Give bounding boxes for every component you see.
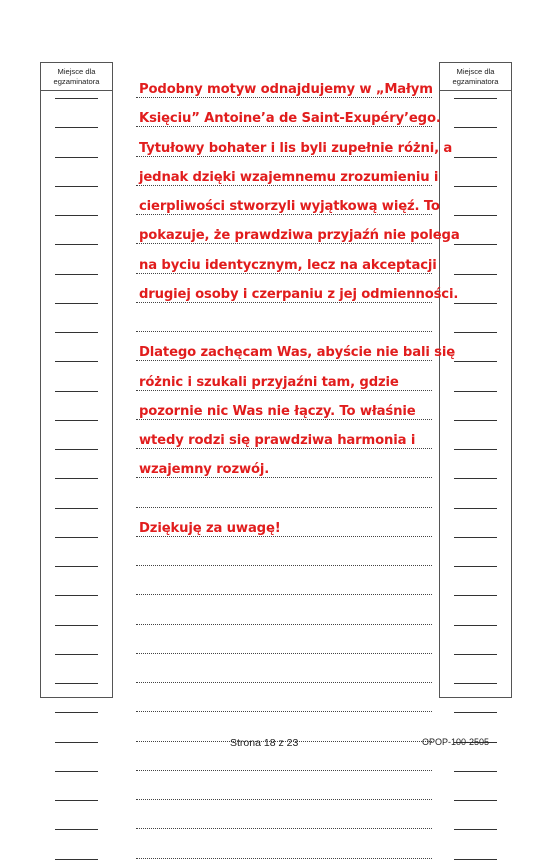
- answer-line[interactable]: [136, 828, 432, 829]
- answer-line-text: Dlatego zachęcam Was, abyście nie bali się: [139, 345, 455, 361]
- answer-line-text: wzajemny rozwój.: [139, 462, 270, 478]
- score-slot[interactable]: [454, 654, 497, 655]
- answer-line-text: Podobny motyw odnajdujemy w „Małym: [139, 82, 433, 97]
- score-slot[interactable]: [454, 829, 497, 830]
- score-slot[interactable]: [55, 127, 98, 128]
- exam-code: OPOP-100-2505: [422, 737, 490, 747]
- header-line-1: Miejsce dla: [456, 67, 495, 76]
- score-slot[interactable]: [454, 712, 497, 713]
- score-slot[interactable]: [454, 478, 497, 479]
- answer-line-text: jednak dzięki wzajemnemu zrozumieniu i: [139, 169, 439, 185]
- score-slot[interactable]: [55, 508, 98, 509]
- score-slot[interactable]: [55, 742, 98, 743]
- score-slot[interactable]: [55, 303, 98, 304]
- answer-line-text: pokazuje, że prawdziwa przyjaźń nie polega: [139, 228, 460, 244]
- score-slot[interactable]: [55, 859, 98, 860]
- score-slot[interactable]: [55, 771, 98, 772]
- score-slot[interactable]: [55, 244, 98, 245]
- score-slot[interactable]: [454, 800, 497, 801]
- header-line-2: egzaminatora: [452, 77, 499, 86]
- score-slot[interactable]: [55, 274, 98, 275]
- answer-line[interactable]: [136, 565, 432, 566]
- score-slot[interactable]: [55, 420, 98, 421]
- score-slot[interactable]: [55, 829, 98, 830]
- answer-line[interactable]: [136, 594, 432, 595]
- answer-line-text: wtedy rodzi się prawdziwa harmonia i: [139, 433, 416, 448]
- score-slot[interactable]: [55, 361, 98, 362]
- examiner-column-left: [40, 62, 113, 698]
- header-line-1: Miejsce dla: [57, 67, 96, 76]
- answer-line[interactable]: [136, 507, 432, 508]
- answer-line-text: różnic i szukali przyjaźni tam, gdzie: [139, 374, 399, 390]
- answer-line[interactable]: [136, 682, 432, 683]
- examiner-column-header: [41, 63, 112, 91]
- score-slot[interactable]: [55, 98, 98, 99]
- score-slot[interactable]: [454, 771, 497, 772]
- score-slot[interactable]: [454, 508, 497, 509]
- score-slot[interactable]: [454, 859, 497, 860]
- examiner-column-right: [439, 62, 512, 698]
- score-slot[interactable]: [454, 449, 497, 450]
- score-slot[interactable]: [454, 215, 497, 216]
- answer-line-text: Księciu” Antoine’a de Saint-Exupéry’ego.: [139, 111, 441, 127]
- score-slot[interactable]: [55, 683, 98, 684]
- score-slot[interactable]: [454, 537, 497, 538]
- score-slot[interactable]: [55, 595, 98, 596]
- score-slot[interactable]: [454, 332, 497, 333]
- answer-line-text: cierpliwości stworzyli wyjątkową więź. To: [139, 199, 440, 214]
- score-slot[interactable]: [55, 537, 98, 538]
- score-slot[interactable]: [55, 654, 98, 655]
- score-slot[interactable]: [55, 566, 98, 567]
- score-slot[interactable]: [454, 625, 497, 626]
- answer-line[interactable]: [136, 624, 432, 625]
- header-line-2: egzaminatora: [53, 77, 100, 86]
- score-slot[interactable]: [454, 98, 497, 99]
- answer-line[interactable]: [136, 799, 432, 800]
- score-slot[interactable]: [55, 800, 98, 801]
- answer-line-text: na byciu identycznym, lecz na akceptacji: [139, 257, 437, 273]
- score-slot[interactable]: [55, 712, 98, 713]
- score-slot[interactable]: [454, 186, 497, 187]
- score-slot[interactable]: [454, 391, 497, 392]
- score-slot[interactable]: [55, 478, 98, 479]
- answer-line[interactable]: [136, 653, 432, 654]
- score-slot[interactable]: [55, 391, 98, 392]
- score-slot[interactable]: [454, 361, 497, 362]
- page-number: Strona 18 z 23: [230, 737, 299, 749]
- examiner-column-header: [440, 63, 511, 91]
- answer-line[interactable]: [136, 858, 432, 859]
- score-slot[interactable]: [454, 420, 497, 421]
- score-slot[interactable]: [55, 157, 98, 158]
- score-slot[interactable]: [454, 127, 497, 128]
- score-slot[interactable]: [55, 186, 98, 187]
- score-slot[interactable]: [55, 625, 98, 626]
- answer-line-text: pozornie nic Was nie łączy. To właśnie: [139, 403, 416, 419]
- score-slot[interactable]: [454, 244, 497, 245]
- answer-line-text: Tytułowy bohater i lis byli zupełnie różni, a: [139, 140, 453, 156]
- answer-line[interactable]: [136, 711, 432, 712]
- score-slot[interactable]: [454, 566, 497, 567]
- score-slot[interactable]: [454, 274, 497, 275]
- score-slot[interactable]: [454, 303, 497, 304]
- score-slot[interactable]: [454, 595, 497, 596]
- answer-line-text: drugiej osoby i czerpaniu z jej odmienności.: [139, 286, 459, 302]
- answer-line[interactable]: [136, 331, 432, 332]
- score-slot[interactable]: [454, 157, 497, 158]
- answer-line-text: Dziękuję za uwagę!: [139, 520, 281, 536]
- score-slot[interactable]: [55, 215, 98, 216]
- answer-line[interactable]: [136, 770, 432, 771]
- score-slot[interactable]: [55, 332, 98, 333]
- score-slot[interactable]: [55, 449, 98, 450]
- score-slot[interactable]: [454, 683, 497, 684]
